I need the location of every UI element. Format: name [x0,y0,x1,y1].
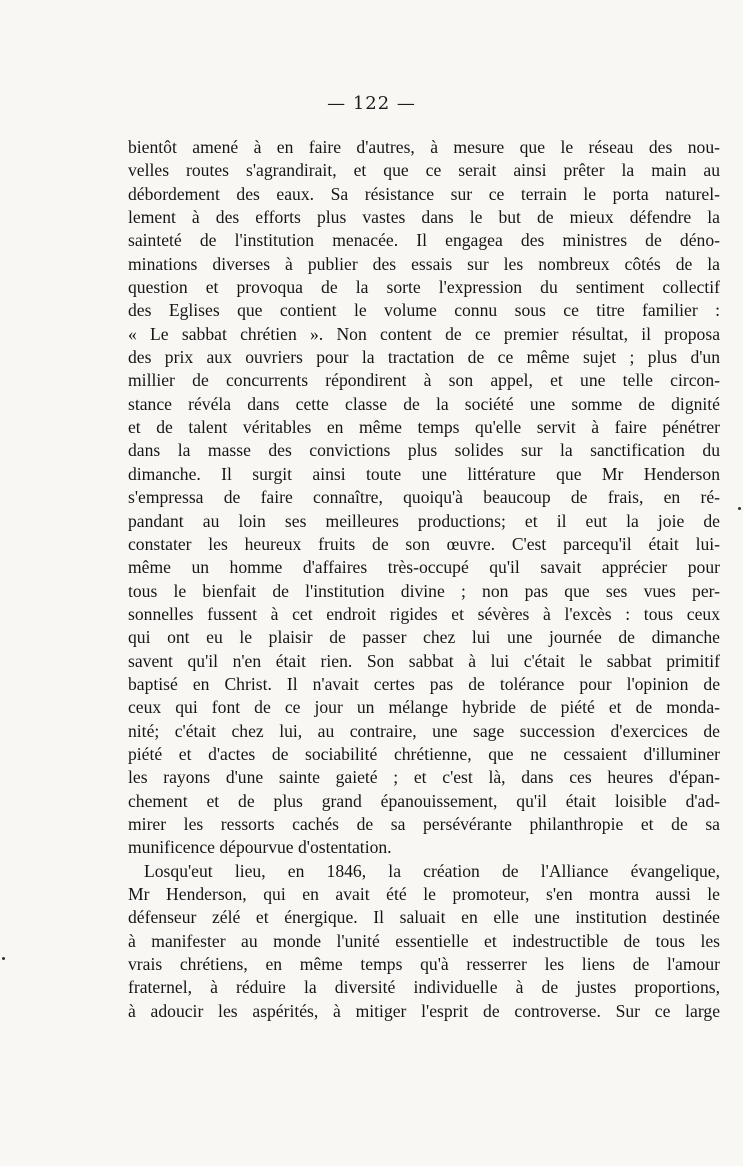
text-line: constater les heureux fruits de son œuvre. C'est parcequ'il était lui- [128,533,720,554]
text-line: question et provoqua de la sorte l'expression du sentiment collectif [128,277,720,298]
text-line: velles routes s'agrandirait, et que ce serait ainsi prêter la main au [128,160,720,181]
text-line: à manifester au monde l'unité essentielle et indestructible de tous les [128,930,720,951]
text-line: « Le sabbat chrétien ». Non content de ce premier résultat, il proposa [128,323,720,344]
text-line: munificence dépourvue d'ostentation. [128,837,392,858]
text-line: minations diverses à publier des essais sur les nombreux côtés de la [128,253,720,274]
text-line: qui ont eu le plaisir de passer chez lui une journée de dimanche [128,627,720,648]
text-line: pandant au loin ses meilleures productions; et il eut la joie de [128,510,720,531]
text-line: même un homme d'affaires très-occupé qu'il savait apprécier pour [128,557,720,578]
text-line: lement à des efforts plus vastes dans le but de mieux défendre la [128,207,720,228]
text-line: débordement des eaux. Sa résistance sur ce terrain le porta naturel- [128,183,720,204]
margin-speck [738,507,741,510]
text-line: baptisé en Christ. Il n'avait certes pas de tolérance pour l'opinion de [128,673,720,694]
text-line: les rayons d'une sainte gaieté ; et c'est là, dans ces heures d'épan- [128,767,720,788]
text-line: sonnelles fussent à cet endroit rigides et sévères à l'excès : tous ceux [128,603,720,624]
paragraph-2 [128,860,720,1023]
text-line: nité; c'était chez lui, au contraire, une sage succession d'exercices de [128,720,720,741]
text-line: piété et d'actes de sociabilité chrétienne, que ne cessaient d'illuminer [128,743,720,764]
text-line: stance révéla dans cette classe de la société une somme de dignité [128,393,720,414]
text-line: Mr Henderson, qui en avait été le promoteur, s'en montra aussi le [128,884,720,904]
text-line: des prix aux ouvriers pour la tractation de ce même sujet ; plus d'un [128,347,720,368]
text-line: savent qu'il n'en était rien. Son sabbat à lui c'était le sabbat primitif [128,650,720,671]
text-line: à adoucir les aspérités, à mitiger l'esprit de controverse. Sur ce large [128,1000,720,1021]
text-line: tous le bienfait de l'institution divine ; non pas que ses vues per- [128,580,720,601]
text-line: dans la masse des convictions plus solides sur la sanctification du [128,440,720,461]
text-line: s'empressa de faire connaître, quoiqu'à beaucoup de frais, en ré- [128,487,720,508]
text-line: mirer les ressorts cachés de sa persévérante philanthropie et de sa [128,813,720,834]
text-line: sainteté de l'institution menacée. Il engagea des ministres de déno- [128,230,720,251]
text-line: bientôt amené à en faire d'autres, à mesure que le réseau des nou- [128,137,720,157]
text-line: chement et de plus grand épanouissement, qu'il était loisible d'ad- [128,790,720,811]
text-line: millier de concurrents répondirent à son appel, et une telle circon- [128,370,720,391]
text-line: ceux qui font de ce jour un mélange hybride de piété et de monda- [128,697,720,718]
text-line: défenseur zélé et énergique. Il saluait en elle une institution destinée [128,907,720,928]
text-line: dimanche. Il surgit ainsi toute une littérature que Mr Henderson [128,463,720,484]
body-text [128,136,720,1023]
text-line: et de talent véritables en même temps qu'elle servit à faire pénétrer [128,417,720,438]
text-line: des Eglises que contient le volume connu sous ce titre familier : [128,300,720,321]
text-line: fraternel, à réduire la diversité individuelle à de justes proportions, [128,977,720,998]
text-line: vrais chrétiens, en même temps qu'à resserrer les liens de l'amour [128,954,720,975]
margin-speck [2,957,5,960]
paragraph-1 [128,136,720,860]
page-number: — 122 — [327,93,416,114]
text-line: Losqu'eut lieu, en 1846, la création de l'Alliance évangelique, [144,860,720,881]
